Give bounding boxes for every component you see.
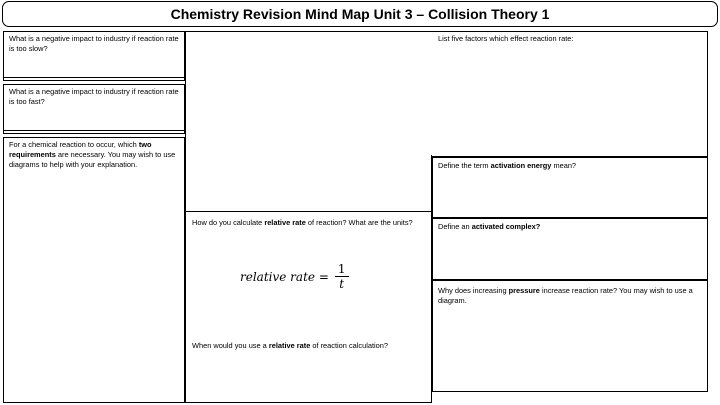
activated-complex-question: Define an activated complex? [438,222,541,231]
fast-rate-box-edge [3,130,185,134]
requirements-box [3,137,185,403]
slow-rate-box-edge [3,77,185,81]
factors-box [185,31,708,157]
relative-rate-box [185,211,432,403]
equation-numerator: 1 [335,262,349,277]
relative-rate-equation [240,262,349,291]
when-use-question: When would you use a relative rate of reaction calculation? [192,341,388,350]
relative-rate-question: How do you calculate relative rate of reaction? What are the units? [192,218,413,227]
pressure-question: Why does increasing pressure increase reaction rate? You may wish to use a diagram. [438,286,693,305]
slow-rate-question: What is a negative impact to industry if reaction rate is too slow? [9,34,179,53]
factors-question: List five factors which effect reaction rate: [438,34,574,43]
equation-lhs: relative rate = [240,269,329,284]
activation-energy-question: Define the term activation energy mean? [438,161,577,170]
page-title: Chemistry Revision Mind Map Unit 3 – Collision Theory 1 [2,1,718,27]
factors-box-lower [185,155,432,212]
fast-rate-question: What is a negative impact to industry if reaction rate is too fast? [9,87,179,106]
equation-denominator: t [339,277,345,291]
requirements-question: For a chemical reaction to occur, which two requirements are necessary. You may wish to use diagrams to help with your explanation. [9,140,176,169]
